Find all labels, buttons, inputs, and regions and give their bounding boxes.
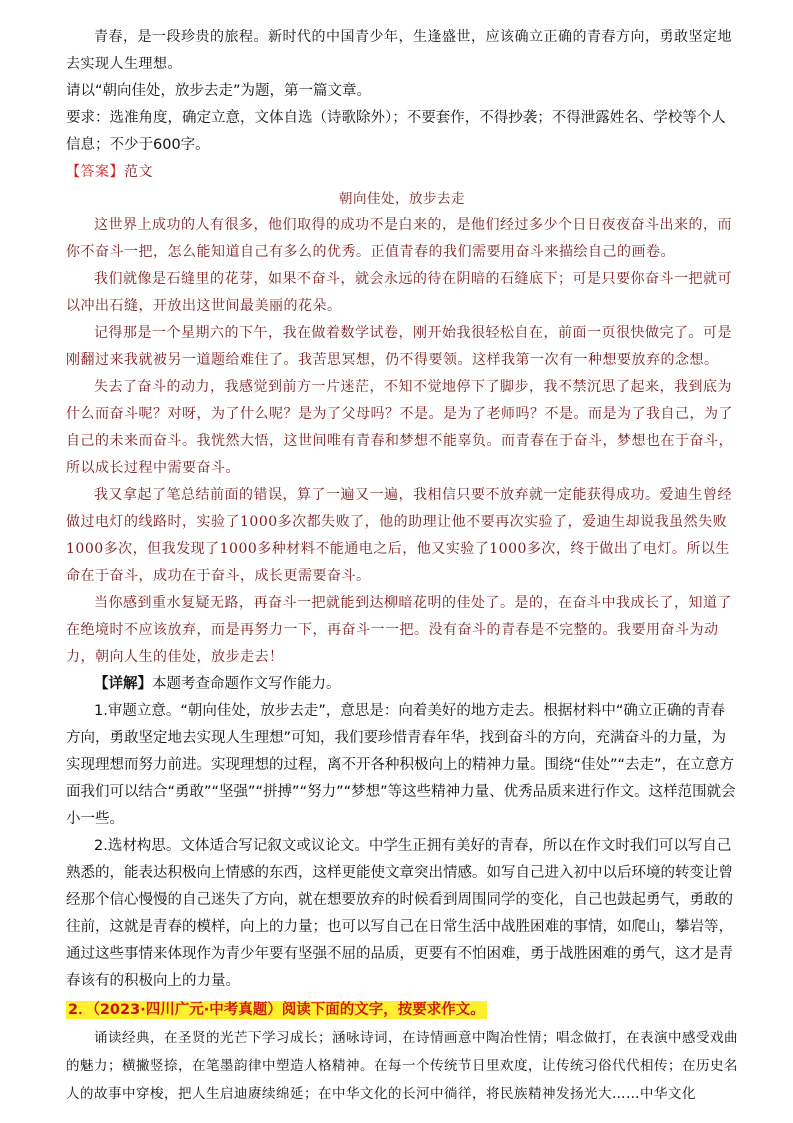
essay-title: 朝向佳处，放步去走 bbox=[339, 191, 465, 207]
analysis-header bbox=[66, 671, 738, 698]
question-2-highlight bbox=[66, 1001, 487, 1019]
essay-paragraph: 当你感到重水复疑无路，再奋斗一把就能到达柳暗花明的佳处了。是的，在奋斗中我成长了，知道了在绝境时不应该放弃，而是再努力一下，再奋斗一一把。没有奋斗的青春是不完整的。我要用奋斗为动力，朝向人生的佳处，放步走去！ bbox=[66, 595, 732, 665]
question-number: 2． bbox=[68, 1002, 93, 1018]
question-source: （2023·四川广元·中考真题） bbox=[92, 1002, 282, 1018]
essay-paragraph: 失去了奋斗的动力，我感觉到前方一片迷茫，不知不觉地停下了脚步，我不禁沉思了起来，我到底为什么而奋斗呢？对呀，为了什么呢？是为了父母吗？不是。是为了老师吗？不是。而是为了我自己，为了自己的未来而奋斗。我恍然大悟，这世间唯有青春和梦想不能辜负。而青春在于奋斗，梦想也在于奋斗，所以成长过程中需要奋斗。 bbox=[66, 379, 733, 476]
answer-tag: 【答案】 bbox=[66, 164, 124, 180]
question-2-header bbox=[66, 997, 738, 1024]
analysis-point: 1.审题立意。“朝向佳处，放步去走”，意思是：向着美好的地方走去。根据材料中“确立正确的青春方向，勇敢坚定地去实现人生理想”可知，我们要珍惜青春年华，找到奋斗的方向，充满奋斗的力量，为实现理想而努力前进。实现理想的过程，离不开各种积极向上的精神力量。围绕“佳处”“去走”，在立意方面我们可以结合“勇敢”“坚强”“拼搏”“努力”“梦想”等这些精神力量、优秀品质来进行作文。这样范围就会小一些。 bbox=[66, 703, 736, 827]
question-2-material: 诵读经典，在圣贤的光芒下学习成长；涵咏诗词，在诗情画意中陶冶性情；唱念做打，在表演中感受戏曲的魅力；横撇竖捺，在笔墨韵律中塑造人格精神。在每一个传统节日里欢度，让传统习俗代代相传；在历史名人的故事中穿梭，把人生启迪赓续绵延；在中华文化的长河中徜徉，将民族精神发扬光大……中华文化 bbox=[66, 1030, 738, 1102]
essay-paragraph: 记得那是一个星期六的下午，我在做着数学试卷，刚开始我很轻松自在，前面一页很快做完了。可是刚翻过来我就被另一道题给难住了。我苦思冥想，仍不得要领。这样我第一次有一种想要放弃的念想。 bbox=[66, 325, 732, 368]
essay-paragraph: 我们就像是石缝里的花芽，如果不奋斗，就会永远的待在阴暗的石缝底下；可是只要你奋斗一把就可以冲出石缝，开放出这世间最美丽的花朵。 bbox=[66, 271, 732, 314]
analysis-tag: 【详解】 bbox=[94, 676, 152, 692]
essay-paragraph: 我又拿起了笔总结前面的错误，算了一遍又一遍，我相信只要不放弃就一定能获得成功。爱迪生曾经做过电灯的线路时，实验了1000多次都失败了，他的助理让他不要再次实验了，爱迪生却说我虽然失败1000多次，但我发现了1000多种材料不能通电之后，他又实验了1000多次，终于做出了电灯。所以生命在于奋斗，成功在于奋斗，成长更需要奋斗。 bbox=[66, 487, 732, 584]
prompt-requirements: 要求：选准角度，确定立意，文体自选（诗歌除外）；不要套作，不得抄袭；不得泄露姓名、学校等个人信息；不少于600字。 bbox=[66, 110, 726, 153]
analysis-point: 2.选材构思。文体适合写记叙文或议论文。中学生正拥有美好的青春，所以在作文时我们可以写自己熟悉的，能表达积极向上情感的东西，这样更能使文章突出情感。如写自己进入初中以后环境的转变让曾经那个信心慢慢的自己迷失了方向，就在想要放弃的时候看到周围同学的变化，自己也鼓起勇气，勇敢的往前，这就是青春的模样，向上的力量；也可以写自己在日常生活中战胜困难的事情，如爬山，攀岩等，通过这些事情来体现作为青少年要有坚强不屈的品质，更要有不怕困难，勇于战胜困难的勇气，这才是青春该有的积极向上的力量。 bbox=[66, 838, 733, 989]
analysis-intro: 本题考查命题作文写作能力。 bbox=[152, 676, 341, 692]
question-prompt: 阅读下面的文字，按要求作文。 bbox=[281, 1002, 485, 1018]
essay-paragraph: 这世界上成功的人有很多，他们取得的成功不是白来的，是他们经过多少个日日夜夜奋斗出来的，而你不奋斗一把，怎么能知道自己有多么的优秀。正值青春的我们需要用奋斗来描绘自己的画卷。 bbox=[66, 217, 732, 260]
prompt-material: 青春，是一段珍贵的旅程。新时代的中国青少年，生逢盛世，应该确立正确的青春方向，勇敢坚定地去实现人生理想。 bbox=[66, 29, 732, 72]
prompt-instruction: 请以“朝向佳处，放步去走”为题，第一篇文章。 bbox=[66, 83, 372, 99]
answer-header bbox=[66, 159, 738, 186]
answer-label: 范文 bbox=[124, 164, 153, 180]
document-page bbox=[66, 24, 738, 1108]
